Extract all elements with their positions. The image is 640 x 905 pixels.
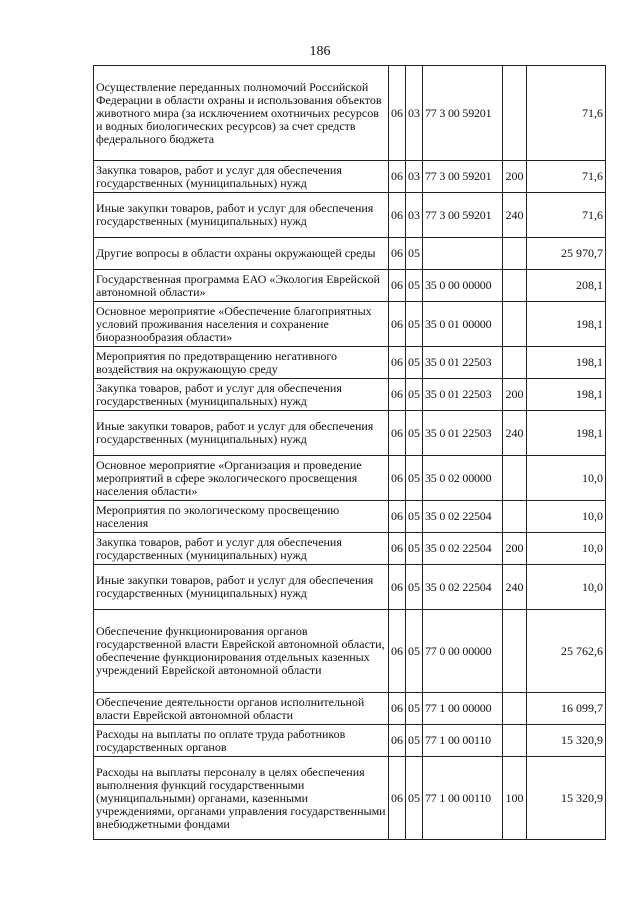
row-amount: 10,0	[527, 533, 606, 565]
row-subsection-code: 05	[406, 411, 423, 456]
row-section-code: 06	[389, 411, 406, 456]
row-name: Основное мероприятие «Обеспечение благоприятных условий проживания населения и сохранение биоразнообразия области»	[94, 302, 389, 347]
row-amount: 25 762,6	[527, 610, 606, 693]
row-target-article-code: 35 0 02 22504	[423, 565, 503, 610]
table-row	[94, 379, 606, 411]
row-name: Обеспечение деятельности органов исполнительной власти Еврейской автономной области	[94, 693, 389, 725]
row-name: Осуществление переданных полномочий Российской Федерации в области охраны и использования объектов животного мира (за исключением охотничьих ресурсов и водных биологических ресурсов) за счет средств федерального бюджета	[94, 66, 389, 161]
row-name: Закупка товаров, работ и услуг для обеспечения государственных (муниципальных) нужд	[94, 533, 389, 565]
table-row	[94, 238, 606, 270]
row-section-code: 06	[389, 693, 406, 725]
row-section-code: 06	[389, 533, 406, 565]
row-amount: 15 320,9	[527, 725, 606, 757]
row-name: Иные закупки товаров, работ и услуг для обеспечения государственных (муниципальных) нужд	[94, 193, 389, 238]
row-expense-type-code	[503, 693, 527, 725]
row-expense-type-code: 240	[503, 411, 527, 456]
row-section-code: 06	[389, 757, 406, 840]
row-section-code: 06	[389, 302, 406, 347]
row-amount: 16 099,7	[527, 693, 606, 725]
row-subsection-code: 05	[406, 379, 423, 411]
row-section-code: 06	[389, 238, 406, 270]
row-target-article-code: 77 3 00 59201	[423, 66, 503, 161]
row-target-article-code: 77 3 00 59201	[423, 161, 503, 193]
row-subsection-code: 05	[406, 238, 423, 270]
row-name: Закупка товаров, работ и услуг для обеспечения государственных (муниципальных) нужд	[94, 161, 389, 193]
row-name: Другие вопросы в области охраны окружающей среды	[94, 238, 389, 270]
row-section-code: 06	[389, 610, 406, 693]
row-subsection-code: 05	[406, 533, 423, 565]
row-name: Государственная программа ЕАО «Экология Еврейской автономной области»	[94, 270, 389, 302]
row-subsection-code: 05	[406, 757, 423, 840]
row-target-article-code: 77 1 00 00110	[423, 757, 503, 840]
row-subsection-code: 05	[406, 456, 423, 501]
row-expense-type-code: 240	[503, 193, 527, 238]
row-target-article-code: 35 0 01 22503	[423, 347, 503, 379]
row-section-code: 06	[389, 66, 406, 161]
row-section-code: 06	[389, 501, 406, 533]
table-row	[94, 302, 606, 347]
row-name: Закупка товаров, работ и услуг для обеспечения государственных (муниципальных) нужд	[94, 379, 389, 411]
row-subsection-code: 03	[406, 66, 423, 161]
table-row	[94, 501, 606, 533]
row-name: Расходы на выплаты по оплате труда работников государственных органов	[94, 725, 389, 757]
row-amount: 10,0	[527, 456, 606, 501]
row-expense-type-code	[503, 66, 527, 161]
row-subsection-code: 03	[406, 193, 423, 238]
row-expense-type-code: 200	[503, 161, 527, 193]
row-subsection-code: 05	[406, 725, 423, 757]
row-target-article-code: 35 0 02 00000	[423, 456, 503, 501]
row-section-code: 06	[389, 565, 406, 610]
row-amount: 198,1	[527, 302, 606, 347]
row-amount: 71,6	[527, 161, 606, 193]
row-amount: 198,1	[527, 411, 606, 456]
row-section-code: 06	[389, 270, 406, 302]
row-name: Расходы на выплаты персоналу в целях обеспечения выполнения функций государственными (муниципальными) органами, казенными учреждениями, органами управления государственными внебюджетными фондами	[94, 757, 389, 840]
row-section-code: 06	[389, 379, 406, 411]
row-amount: 10,0	[527, 501, 606, 533]
row-section-code: 06	[389, 161, 406, 193]
row-subsection-code: 03	[406, 161, 423, 193]
budget-table	[93, 65, 606, 840]
table-row	[94, 725, 606, 757]
row-name: Иные закупки товаров, работ и услуг для обеспечения государственных (муниципальных) нужд	[94, 565, 389, 610]
table-row	[94, 757, 606, 840]
row-section-code: 06	[389, 347, 406, 379]
row-expense-type-code: 200	[503, 379, 527, 411]
row-amount: 71,6	[527, 66, 606, 161]
table-row	[94, 565, 606, 610]
row-amount: 198,1	[527, 347, 606, 379]
table-row	[94, 161, 606, 193]
row-expense-type-code	[503, 238, 527, 270]
row-expense-type-code	[503, 302, 527, 347]
row-expense-type-code	[503, 501, 527, 533]
row-target-article-code: 35 0 02 22504	[423, 533, 503, 565]
table-row	[94, 411, 606, 456]
row-target-article-code: 35 0 01 00000	[423, 302, 503, 347]
row-name: Иные закупки товаров, работ и услуг для обеспечения государственных (муниципальных) нужд	[94, 411, 389, 456]
row-amount: 25 970,7	[527, 238, 606, 270]
row-subsection-code: 05	[406, 501, 423, 533]
row-target-article-code	[423, 238, 503, 270]
row-amount: 10,0	[527, 565, 606, 610]
table-row	[94, 693, 606, 725]
row-expense-type-code	[503, 610, 527, 693]
row-subsection-code: 05	[406, 347, 423, 379]
row-section-code: 06	[389, 193, 406, 238]
row-target-article-code: 77 0 00 00000	[423, 610, 503, 693]
row-target-article-code: 77 3 00 59201	[423, 193, 503, 238]
row-subsection-code: 05	[406, 693, 423, 725]
row-expense-type-code	[503, 725, 527, 757]
row-target-article-code: 77 1 00 00110	[423, 725, 503, 757]
row-section-code: 06	[389, 725, 406, 757]
row-name: Мероприятия по экологическому просвещению населения	[94, 501, 389, 533]
row-section-code: 06	[389, 456, 406, 501]
table-row	[94, 193, 606, 238]
table-row	[94, 347, 606, 379]
row-target-article-code: 35 0 01 22503	[423, 411, 503, 456]
row-name: Мероприятия по предотвращению негативного воздействия на окружающую среду	[94, 347, 389, 379]
row-name: Обеспечение функционирования органов государственной власти Еврейской автономной области, обеспечение функционирования отдельных казенных учреждений Еврейской автономной области	[94, 610, 389, 693]
row-expense-type-code	[503, 347, 527, 379]
page-number: 186	[309, 44, 331, 59]
row-amount: 198,1	[527, 379, 606, 411]
row-target-article-code: 35 0 00 00000	[423, 270, 503, 302]
table-row	[94, 66, 606, 161]
row-target-article-code: 35 0 02 22504	[423, 501, 503, 533]
row-expense-type-code	[503, 270, 527, 302]
row-target-article-code: 35 0 01 22503	[423, 379, 503, 411]
table-row	[94, 456, 606, 501]
row-amount: 15 320,9	[527, 757, 606, 840]
table-row	[94, 270, 606, 302]
row-target-article-code: 77 1 00 00000	[423, 693, 503, 725]
row-expense-type-code: 200	[503, 533, 527, 565]
row-subsection-code: 05	[406, 610, 423, 693]
row-name: Основное мероприятие «Организация и проведение мероприятий в сфере экологического просвещения населения области»	[94, 456, 389, 501]
budget-table-body	[94, 66, 606, 840]
row-amount: 71,6	[527, 193, 606, 238]
row-expense-type-code	[503, 456, 527, 501]
row-subsection-code: 05	[406, 302, 423, 347]
table-row	[94, 610, 606, 693]
row-amount: 208,1	[527, 270, 606, 302]
row-subsection-code: 05	[406, 565, 423, 610]
row-subsection-code: 05	[406, 270, 423, 302]
row-expense-type-code: 240	[503, 565, 527, 610]
row-expense-type-code: 100	[503, 757, 527, 840]
table-row	[94, 533, 606, 565]
